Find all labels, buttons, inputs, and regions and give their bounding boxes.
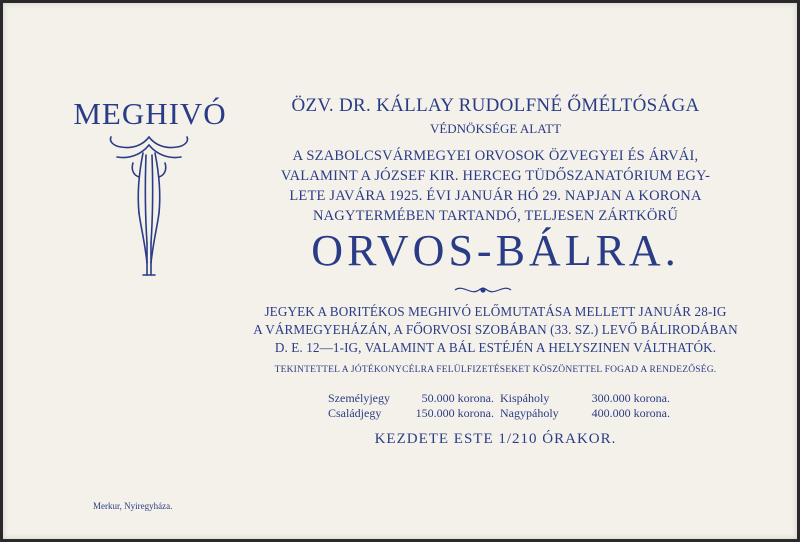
ticket-line: A VÁRMEGYEHÁZÁN, A FŐORVOSI SZOBÁBAN (33. SZ.) LEVŐ BÁLIRODÁBAN	[253, 322, 738, 337]
ticket-paragraph	[233, 303, 758, 357]
flourish-divider-icon	[453, 283, 513, 297]
ticket-line: D. E. 12—1-IG, VALAMINT A BÁL ESTÉJÉN A HELYSZINEN VÁLTHATÓK.	[274, 340, 717, 355]
patron-subline: VÉDNÖKSÉGE ALATT	[429, 121, 562, 136]
price-amount: 50.000 korona.	[421, 391, 494, 405]
price-label: Személyjegy	[328, 391, 390, 405]
invitation-heading: MEGHIVÓ	[73, 96, 227, 131]
beneficiary-paragraph	[233, 146, 758, 226]
invitation-card	[3, 3, 797, 539]
body-line: LETE JAVÁRA 1925. ÉVI JANUÁR HÓ 29. NAPJAN A KORONA	[289, 188, 702, 204]
event-title: ORVOS-BÁLRA.	[311, 226, 680, 275]
price-label: Családjegy	[328, 406, 382, 420]
price-list	[328, 391, 676, 421]
printer-credit: Merkur, Nyiregyháza.	[93, 501, 173, 511]
start-time: KEZDETE ESTE 1/210 ÓRAKOR.	[374, 431, 617, 447]
price-amount: 400.000 korona.	[591, 406, 670, 420]
price-label: Nagypáholy	[500, 406, 559, 420]
patron-line: ÖZV. DR. KÁLLAY RUDOLFNÉ ŐMÉLTÓSÁGA	[291, 95, 700, 116]
price-amount: 300.000 korona.	[591, 391, 670, 405]
body-line: VALAMINT A JÓZSEF KIR. HERCEG TÜDŐSZANATÓRIUM EGY-	[280, 168, 711, 184]
ticket-line: JEGYEK A BORITÉKOS MEGHIVÓ ELŐMUTATÁSA MELLETT JANUÁR 28-IG	[264, 304, 727, 319]
donation-note: TEKINTETTEL A JÓTÉKONYCÉLRA FELÜLFIZETÉSEKET KÖSZÖNETTEL FOGAD A RENDEZŐSÉG.	[274, 365, 717, 375]
body-line: A SZABOLCSVÁRMEGYEI ORVOSOK ÖZVEGYEI ÉS ÁRVÁI,	[292, 148, 699, 164]
body-line: NAGYTERMÉBEN TARTANDÓ, TELJESEN ZÁRTKÖRŰ	[312, 208, 679, 224]
price-label: Kispáholy	[500, 391, 550, 405]
art-nouveau-ornament-icon	[103, 133, 195, 281]
price-amount: 150.000 korona.	[415, 406, 494, 420]
